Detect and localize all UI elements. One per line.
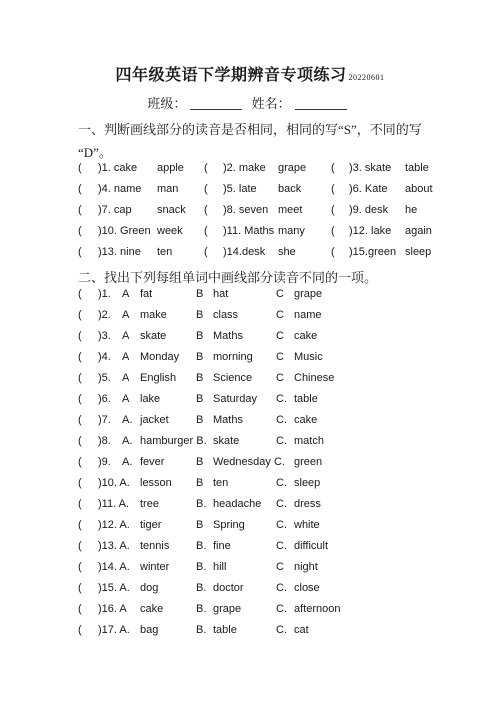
option-c-word: grape	[294, 288, 323, 300]
answer-paren: (	[78, 582, 82, 594]
answer-paren: (	[331, 225, 335, 237]
item-word-2: table	[405, 162, 429, 174]
option-b-label: B	[196, 330, 204, 342]
answer-paren: (	[331, 204, 335, 216]
option-a-word: skate	[140, 330, 167, 342]
option-a-label: A	[122, 288, 130, 300]
option-b-word: grape	[213, 603, 242, 615]
part1-instruction-line2: “D”。	[78, 145, 112, 160]
option-b-label: B	[196, 309, 204, 321]
option-a-label: A.	[122, 414, 133, 426]
option-b-word: Spring	[213, 519, 245, 531]
option-a-label: A.	[122, 456, 133, 468]
student-info-line	[0, 93, 500, 112]
item-number: )13. A.	[98, 540, 130, 552]
option-c-word: cake	[294, 414, 318, 426]
answer-paren: (	[78, 162, 82, 174]
item-word-1: )12. lake	[349, 225, 392, 237]
item-word-2: he	[405, 204, 418, 216]
answer-paren: (	[204, 246, 208, 258]
option-b-label: B.	[196, 561, 207, 573]
item-number: )15. A.	[98, 582, 130, 594]
item-number: )5.	[98, 372, 111, 384]
option-a-word: tree	[140, 498, 159, 510]
option-a-word: lesson	[140, 477, 172, 489]
answer-paren: (	[204, 204, 208, 216]
option-a-word: hamburger B.	[140, 435, 207, 447]
item-number: )6.	[98, 393, 111, 405]
item-word-2: grape	[278, 162, 307, 174]
option-b-label: B	[196, 477, 204, 489]
option-b-label: B	[196, 519, 204, 531]
option-b-word: Maths	[213, 330, 243, 342]
answer-paren: (	[331, 246, 335, 258]
option-a-label: A	[122, 393, 130, 405]
item-word-2: ten	[157, 246, 173, 258]
option-a-label: A	[122, 372, 130, 384]
option-c-word: night	[294, 561, 318, 573]
option-b-label: B.	[196, 498, 207, 510]
option-c-word: Music	[294, 351, 323, 363]
option-a-word: tennis	[140, 540, 170, 552]
option-b-label: B	[196, 414, 204, 426]
answer-paren: (	[204, 162, 208, 174]
item-word-2: meet	[278, 204, 303, 216]
item-word-1: )9. desk	[349, 204, 389, 216]
item-word-1: )3. skate	[349, 162, 392, 174]
item-number: )12. A.	[98, 519, 130, 531]
answer-paren: (	[78, 477, 82, 489]
option-c-word: name	[294, 309, 322, 321]
answer-paren: (	[78, 309, 82, 321]
name-blank[interactable]	[295, 97, 347, 110]
option-c-label: C	[276, 309, 284, 321]
item-word-2: sleep	[405, 246, 432, 258]
part2-instruction: 二、找出下列每组单词中画线部分读音不同的一项。	[78, 270, 378, 285]
part1-instruction-line1: 一、判断画线部分的读音是否相同，相同的写“S”，不同的写	[78, 122, 422, 137]
option-c-label: C.	[276, 603, 287, 615]
answer-paren: (	[78, 351, 82, 363]
option-b-label: B.	[196, 540, 207, 552]
option-b-word: morning	[213, 351, 253, 363]
option-a-label: A.	[122, 435, 133, 447]
option-a-word: winter	[140, 561, 170, 573]
answer-paren: (	[78, 225, 82, 237]
item-number: )1.	[98, 288, 111, 300]
option-b-label: B	[196, 288, 204, 300]
item-number: )7.	[98, 414, 111, 426]
item-word-1: )8. seven	[223, 204, 269, 216]
title-text: 四年级英语下学期辨音专项练习	[115, 67, 347, 84]
option-a-word: tiger	[140, 519, 162, 531]
answer-paren: (	[78, 393, 82, 405]
item-word-1: )15.green	[349, 246, 397, 258]
option-b-word: skate	[213, 435, 240, 447]
answer-paren: (	[78, 204, 82, 216]
class-label: 班级：	[147, 96, 187, 111]
answer-paren: (	[331, 162, 335, 174]
option-c-label: C	[276, 288, 284, 300]
item-word-1: )7. cap	[98, 204, 132, 216]
answer-paren: (	[78, 435, 82, 447]
option-c-label: C	[276, 330, 284, 342]
option-c-label: C	[276, 561, 284, 573]
answer-paren: (	[78, 519, 82, 531]
item-word-1: )1. cake	[98, 162, 138, 174]
answer-paren: (	[204, 225, 208, 237]
option-b-word: Saturday	[213, 393, 258, 405]
answer-paren: (	[78, 603, 82, 615]
option-a-word: English	[140, 372, 177, 384]
answer-paren: (	[78, 183, 82, 195]
option-b-word: table	[213, 624, 237, 636]
option-a-word: Monday	[140, 351, 180, 363]
item-number: )3.	[98, 330, 111, 342]
option-a-word: jacket	[140, 414, 169, 426]
item-number: )16. A	[98, 603, 127, 615]
option-b-word: Science	[213, 372, 253, 384]
item-word-2: back	[278, 183, 302, 195]
item-word-1: )10. Green	[98, 225, 151, 237]
option-c-label: C.	[276, 519, 287, 531]
option-a-label: A	[122, 351, 130, 363]
title-code: 20220601	[348, 73, 385, 82]
item-number: )9.	[98, 456, 111, 468]
item-word-1: )5. late	[223, 183, 257, 195]
option-c-word: Chinese	[294, 372, 335, 384]
item-word-2: she	[278, 246, 296, 258]
option-c-label: C	[276, 351, 284, 363]
item-word-1: )13. nine	[98, 246, 141, 258]
item-word-2: week	[157, 225, 183, 237]
option-b-word: hat	[213, 288, 229, 300]
answer-paren: (	[78, 540, 82, 552]
part1-instruction	[78, 118, 428, 164]
item-word-2: again	[405, 225, 432, 237]
option-c-word: afternoon	[294, 603, 341, 615]
item-number: )8.	[98, 435, 111, 447]
answer-paren: (	[78, 498, 82, 510]
item-word-2: apple	[157, 162, 184, 174]
option-b-word: doctor	[213, 582, 244, 594]
option-c-word: cat	[294, 624, 309, 636]
option-c-word: match	[294, 435, 324, 447]
item-number: )10. A.	[98, 477, 130, 489]
option-c-label: C.	[276, 414, 287, 426]
item-word-1: )6. Kate	[349, 183, 388, 195]
item-word-1: )4. name	[98, 183, 142, 195]
option-c-label: C	[276, 372, 284, 384]
option-b-label: B.	[196, 624, 207, 636]
answer-paren: (	[78, 372, 82, 384]
option-c-word: close	[294, 582, 320, 594]
option-c-label: C.	[276, 540, 287, 552]
option-c-word: table	[294, 393, 318, 405]
item-word-2: man	[157, 183, 179, 195]
option-a-word: fever	[140, 456, 165, 468]
option-b-label: B.	[196, 582, 207, 594]
option-c-word: dress	[294, 498, 321, 510]
option-c-label: C.	[276, 498, 287, 510]
item-word-2: about	[405, 183, 433, 195]
option-c-label: C.	[276, 393, 287, 405]
class-blank[interactable]	[190, 97, 242, 110]
answer-paren: (	[78, 561, 82, 573]
item-number: )14. A.	[98, 561, 130, 573]
option-a-word: lake	[140, 393, 161, 405]
answer-paren: (	[78, 456, 82, 468]
option-c-word: sleep	[294, 477, 321, 489]
option-c-word: cake	[294, 330, 318, 342]
name-label: 姓名：	[251, 96, 291, 111]
answer-paren: (	[78, 288, 82, 300]
answer-paren: (	[204, 183, 208, 195]
option-b-word: Wednesday C.	[213, 456, 285, 468]
option-c-label: C.	[276, 582, 287, 594]
option-b-label: B	[196, 456, 204, 468]
option-b-label: B.	[196, 603, 207, 615]
option-b-word: class	[213, 309, 239, 321]
answer-paren: (	[78, 624, 82, 636]
option-a-label: A	[122, 330, 130, 342]
option-a-word: cake	[140, 603, 164, 615]
answer-paren: (	[331, 183, 335, 195]
answer-paren: (	[78, 330, 82, 342]
answer-paren: (	[78, 246, 82, 258]
item-number: )4.	[98, 351, 111, 363]
option-a-word: make	[140, 309, 167, 321]
answer-paren: (	[78, 414, 82, 426]
option-c-label: C.	[276, 477, 287, 489]
item-number: )11. A.	[98, 498, 129, 510]
option-b-word: hill	[213, 561, 227, 573]
option-a-word: dog	[140, 582, 159, 594]
option-b-word: Maths	[213, 414, 243, 426]
item-word-1: )11. Maths	[223, 225, 275, 237]
option-b-word: fine	[213, 540, 231, 552]
option-b-label: B	[196, 372, 204, 384]
option-a-label: A	[122, 309, 130, 321]
page-title	[0, 62, 500, 85]
option-b-word: headache	[213, 498, 262, 510]
option-b-label: B	[196, 393, 204, 405]
item-word-1: )14.desk	[223, 246, 266, 258]
option-a-word: bag	[140, 624, 159, 636]
option-c-word: white	[294, 519, 320, 531]
option-b-word: ten	[213, 477, 229, 489]
item-number: )2.	[98, 309, 111, 321]
item-number: )17. A.	[98, 624, 130, 636]
option-c-label: C.	[276, 624, 287, 636]
option-c-word: difficult	[294, 540, 329, 552]
item-word-2: snack	[157, 204, 186, 216]
option-a-word: fat	[140, 288, 153, 300]
option-b-label: B	[196, 351, 204, 363]
option-c-word: green	[294, 456, 323, 468]
item-word-2: many	[278, 225, 305, 237]
option-c-label: C.	[276, 435, 287, 447]
item-word-1: )2. make	[223, 162, 266, 174]
